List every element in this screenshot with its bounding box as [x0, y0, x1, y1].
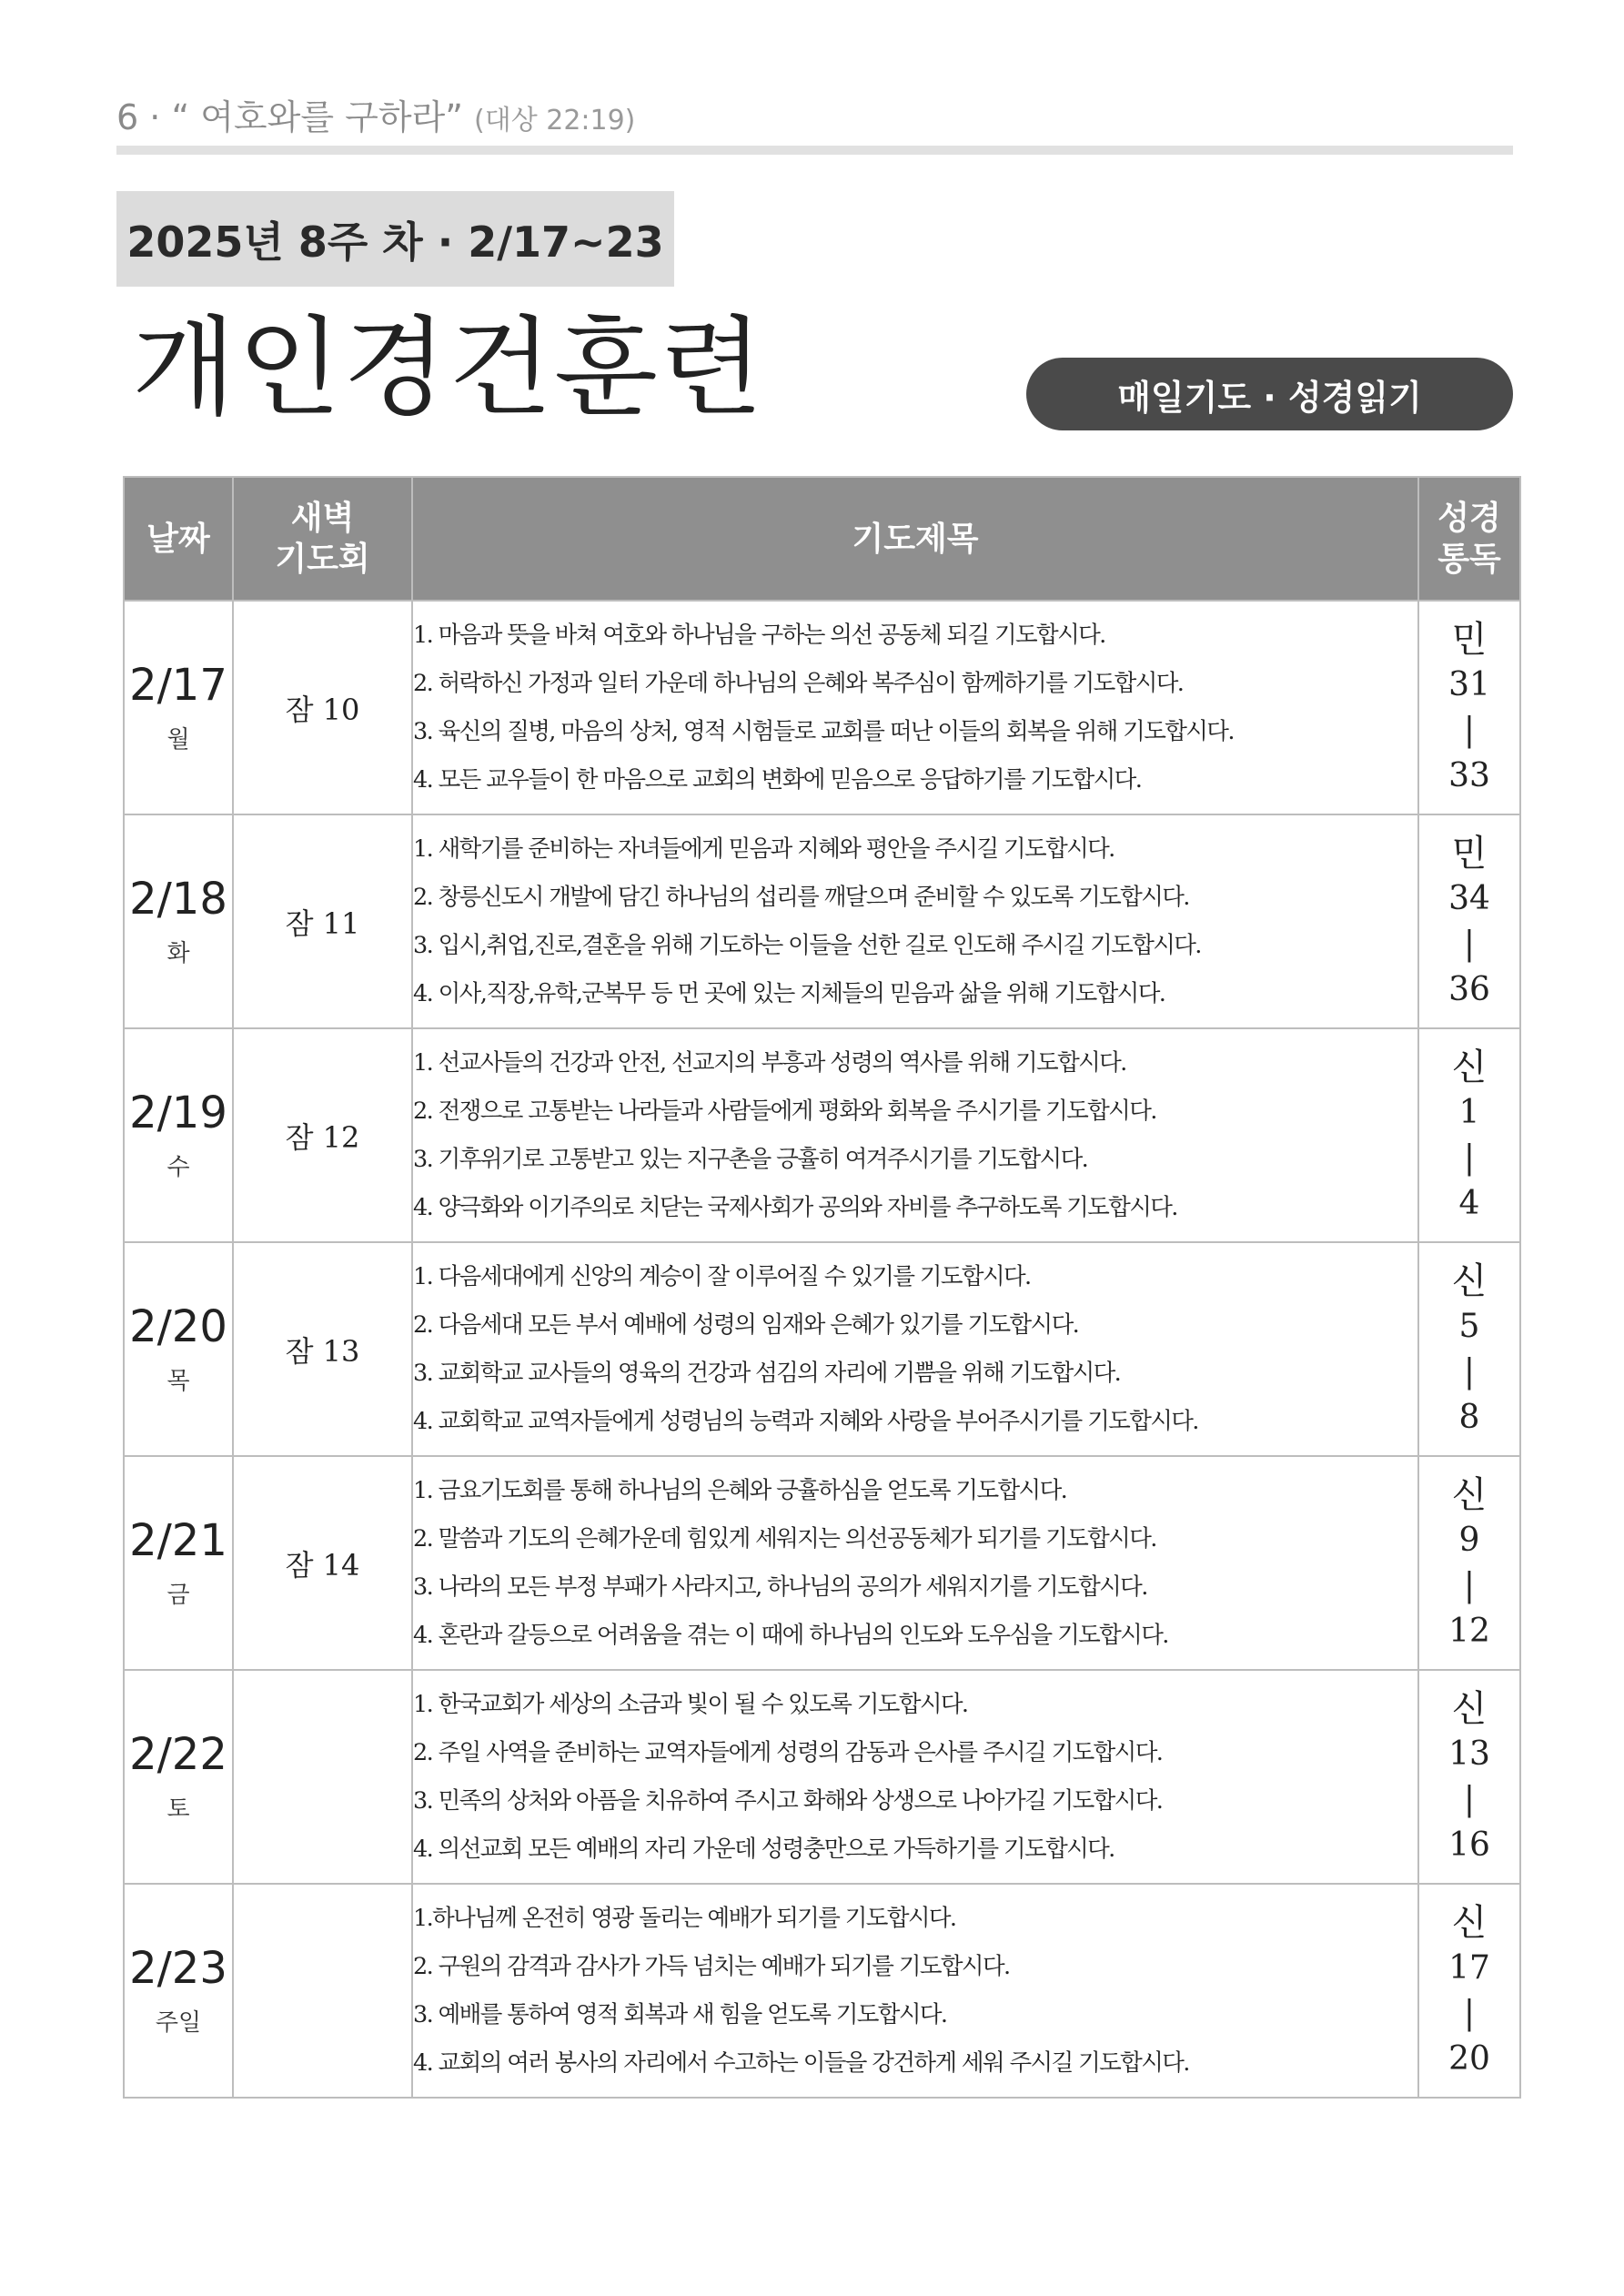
date: 2/21 [129, 1515, 227, 1567]
dawn-reading [233, 1670, 412, 1884]
prayer-list [412, 1456, 1418, 1670]
table-row [124, 1884, 1520, 2098]
prayer-item: 3. 민족의 상처와 아픔을 치유하여 주시고 화해와 상생으로 나아가길 기도합시다. [413, 1786, 1163, 1815]
reading-end: 16 [1448, 1826, 1490, 1864]
date-cell [124, 814, 233, 1028]
column-header-prayer: 기도제목 [412, 477, 1418, 601]
page-number: 6 [116, 97, 139, 137]
prayer-item: 4. 혼란과 갈등으로 어려움을 겪는 이 때에 하나님의 인도와 도우심을 기도합시다. [413, 1621, 1168, 1649]
date: 2/18 [129, 874, 227, 925]
prayer-item: 2. 주일 사역을 준비하는 교역자들에게 성령의 감동과 은사를 주시길 기도합시다. [413, 1738, 1163, 1766]
reading-separator: | [1463, 1994, 1476, 2032]
prayer-item: 3. 나라의 모든 부정 부패가 사라지고, 하나님의 공의가 세워지기를 기도합시다. [413, 1573, 1147, 1601]
table-row [124, 601, 1520, 814]
dawn-reading: 잠 13 [233, 1242, 412, 1456]
prayer-item: 4. 모든 교우들이 한 마음으로 교회의 변화에 믿음으로 응답하기를 기도합시다. [413, 765, 1142, 794]
reading-end: 20 [1448, 2039, 1490, 2078]
prayer-item: 4. 교회학교 교역자들에게 성령님의 능력과 지혜와 사랑을 부어주시기를 기도합시다. [413, 1407, 1198, 1435]
weekday: 주일 [155, 2008, 202, 2037]
table-header-row [124, 477, 1520, 601]
schedule-table [123, 476, 1521, 2099]
prayer-item: 1.하나님께 온전히 영광 돌리는 예배가 되기를 기도합시다. [413, 1904, 956, 1932]
reading-end: 8 [1458, 1398, 1480, 1436]
weekday: 금 [166, 1581, 190, 1609]
prayer-item: 2. 다음세대 모든 부서 예배에 성령의 임재와 은혜가 있기를 기도합시다. [413, 1310, 1079, 1339]
reading-end: 12 [1448, 1612, 1490, 1650]
bible-reading [1418, 1456, 1520, 1670]
reading-separator: | [1463, 925, 1476, 963]
reading-separator: | [1463, 1780, 1476, 1818]
bible-reading [1418, 814, 1520, 1028]
dawn-reading [233, 1884, 412, 2098]
reading-book: 신 [1451, 1901, 1488, 1944]
date: 2/19 [129, 1087, 227, 1139]
date-cell [124, 1028, 233, 1242]
reading-start: 5 [1458, 1307, 1480, 1345]
prayer-item: 4. 교회의 여러 봉사의 자리에서 수고하는 이들을 강건하게 세워 주시길 기도합시다. [413, 2048, 1189, 2077]
running-reference: (대상 22:19) [474, 105, 636, 137]
prayer-item: 1. 선교사들의 건강과 안전, 선교지의 부흥과 성령의 역사를 위해 기도합시다. [413, 1048, 1126, 1077]
section-pill: 매일기도 · 성경읽기 [1026, 358, 1513, 430]
table-row [124, 1028, 1520, 1242]
reading-book: 신 [1451, 1687, 1488, 1730]
column-header-reading: 성경 통독 [1418, 477, 1520, 601]
prayer-item: 1. 마음과 뜻을 바쳐 여호와 하나님을 구하는 의선 공동체 되길 기도합시다. [413, 621, 1105, 649]
bible-reading [1418, 1884, 1520, 2098]
column-header-date: 날짜 [124, 477, 233, 601]
date: 2/20 [129, 1301, 227, 1353]
table-row [124, 1670, 1520, 1884]
bible-reading [1418, 1670, 1520, 1884]
prayer-item: 4. 이사,직장,유학,군복무 등 먼 곳에 있는 지체들의 믿음과 삶을 위해 기도합시다. [413, 979, 1165, 1007]
prayer-item: 2. 말씀과 기도의 은혜가운데 힘있게 세워지는 의선공동체가 되기를 기도합시다. [413, 1524, 1156, 1553]
reading-start: 17 [1448, 1948, 1490, 1987]
prayer-item: 4. 양극화와 이기주의로 치닫는 국제사회가 공의와 자비를 추구하도록 기도합시다. [413, 1193, 1177, 1221]
prayer-item: 3. 입시,취업,진로,결혼을 위해 기도하는 이들을 선한 길로 인도해 주시길 기도합시다. [413, 931, 1201, 959]
dawn-reading: 잠 11 [233, 814, 412, 1028]
date: 2/17 [129, 660, 227, 712]
prayer-list [412, 1670, 1418, 1884]
reading-start: 31 [1448, 665, 1490, 703]
prayer-item: 1. 금요기도회를 통해 하나님의 은혜와 긍휼하심을 얻도록 기도합시다. [413, 1476, 1067, 1504]
date-cell [124, 1242, 233, 1456]
reading-start: 9 [1458, 1521, 1480, 1559]
prayer-item: 3. 예배를 통하여 영적 회복과 새 힘을 얻도록 기도합시다. [413, 2000, 947, 2028]
prayer-list [412, 1028, 1418, 1242]
weekday: 월 [166, 725, 190, 754]
date-cell [124, 1456, 233, 1670]
table-row [124, 1242, 1520, 1456]
prayer-item: 2. 창릉신도시 개발에 담긴 하나님의 섭리를 깨달으며 준비할 수 있도록 기도합시다. [413, 883, 1189, 911]
reading-book: 신 [1451, 1046, 1488, 1088]
reading-book: 신 [1451, 1259, 1488, 1302]
prayer-list [412, 1242, 1418, 1456]
header-rule [116, 146, 1513, 155]
reading-book: 민 [1451, 618, 1488, 661]
reading-start: 13 [1448, 1735, 1490, 1773]
prayer-item: 1. 새학기를 준비하는 자녀들에게 믿음과 지혜와 평안을 주시길 기도합시다. [413, 834, 1115, 863]
reading-separator: | [1463, 1138, 1476, 1177]
reading-book: 민 [1451, 832, 1488, 875]
prayer-item: 2. 전쟁으로 고통받는 나라들과 사람들에게 평화와 회복을 주시기를 기도합시다. [413, 1097, 1156, 1125]
prayer-item: 4. 의선교회 모든 예배의 자리 가운데 성령충만으로 가득하기를 기도합시다. [413, 1835, 1115, 1863]
reading-book: 신 [1451, 1473, 1488, 1516]
date-cell [124, 1670, 233, 1884]
date-cell [124, 601, 233, 814]
reading-separator: | [1463, 711, 1476, 749]
column-header-dawn: 새벽 기도회 [233, 477, 412, 601]
prayer-list [412, 814, 1418, 1028]
prayer-item: 3. 기후위기로 고통받고 있는 지구촌을 긍휼히 여겨주시기를 기도합시다. [413, 1145, 1088, 1173]
prayer-item: 3. 교회학교 교사들의 영육의 건강과 섬김의 자리에 기쁨을 위해 기도합시다. [413, 1359, 1121, 1387]
bible-reading [1418, 1028, 1520, 1242]
reading-end: 4 [1458, 1184, 1480, 1222]
prayer-item: 2. 구원의 감격과 감사가 가득 넘치는 예배가 되기를 기도합시다. [413, 1952, 1010, 1980]
prayer-item: 3. 육신의 질병, 마음의 상처, 영적 시험들로 교회를 떠난 이들의 회복을 위해 기도합시다. [413, 717, 1234, 745]
weekday: 화 [166, 939, 190, 967]
weekday: 토 [166, 1795, 190, 1823]
reading-start: 1 [1458, 1093, 1480, 1131]
bible-reading [1418, 1242, 1520, 1456]
date: 2/23 [129, 1943, 227, 1995]
week-label: 2025년 8주 차 · 2/17~23 [116, 191, 674, 287]
running-head [116, 89, 635, 139]
page-title: 개인경건훈련 [132, 305, 765, 430]
prayer-list [412, 601, 1418, 814]
reading-start: 34 [1448, 879, 1490, 917]
prayer-item: 1. 한국교회가 세상의 소금과 빛이 될 수 있도록 기도합시다. [413, 1690, 968, 1718]
reading-separator: | [1463, 1352, 1476, 1391]
table-row [124, 814, 1520, 1028]
reading-end: 36 [1448, 970, 1490, 1008]
dawn-reading: 잠 14 [233, 1456, 412, 1670]
running-title: · “ 여호와를 구하라” [149, 97, 463, 137]
dawn-reading: 잠 10 [233, 601, 412, 814]
date: 2/22 [129, 1729, 227, 1781]
table-row [124, 1456, 1520, 1670]
date-cell [124, 1884, 233, 2098]
prayer-list [412, 1884, 1418, 2098]
prayer-item: 1. 다음세대에게 신앙의 계승이 잘 이루어질 수 있기를 기도합시다. [413, 1262, 1031, 1290]
reading-separator: | [1463, 1566, 1476, 1604]
weekday: 목 [166, 1367, 190, 1395]
reading-end: 33 [1448, 756, 1490, 794]
weekday: 수 [166, 1153, 190, 1181]
prayer-item: 2. 허락하신 가정과 일터 가운데 하나님의 은혜와 복주심이 함께하기를 기도합시다. [413, 669, 1184, 697]
dawn-reading: 잠 12 [233, 1028, 412, 1242]
bible-reading [1418, 601, 1520, 814]
